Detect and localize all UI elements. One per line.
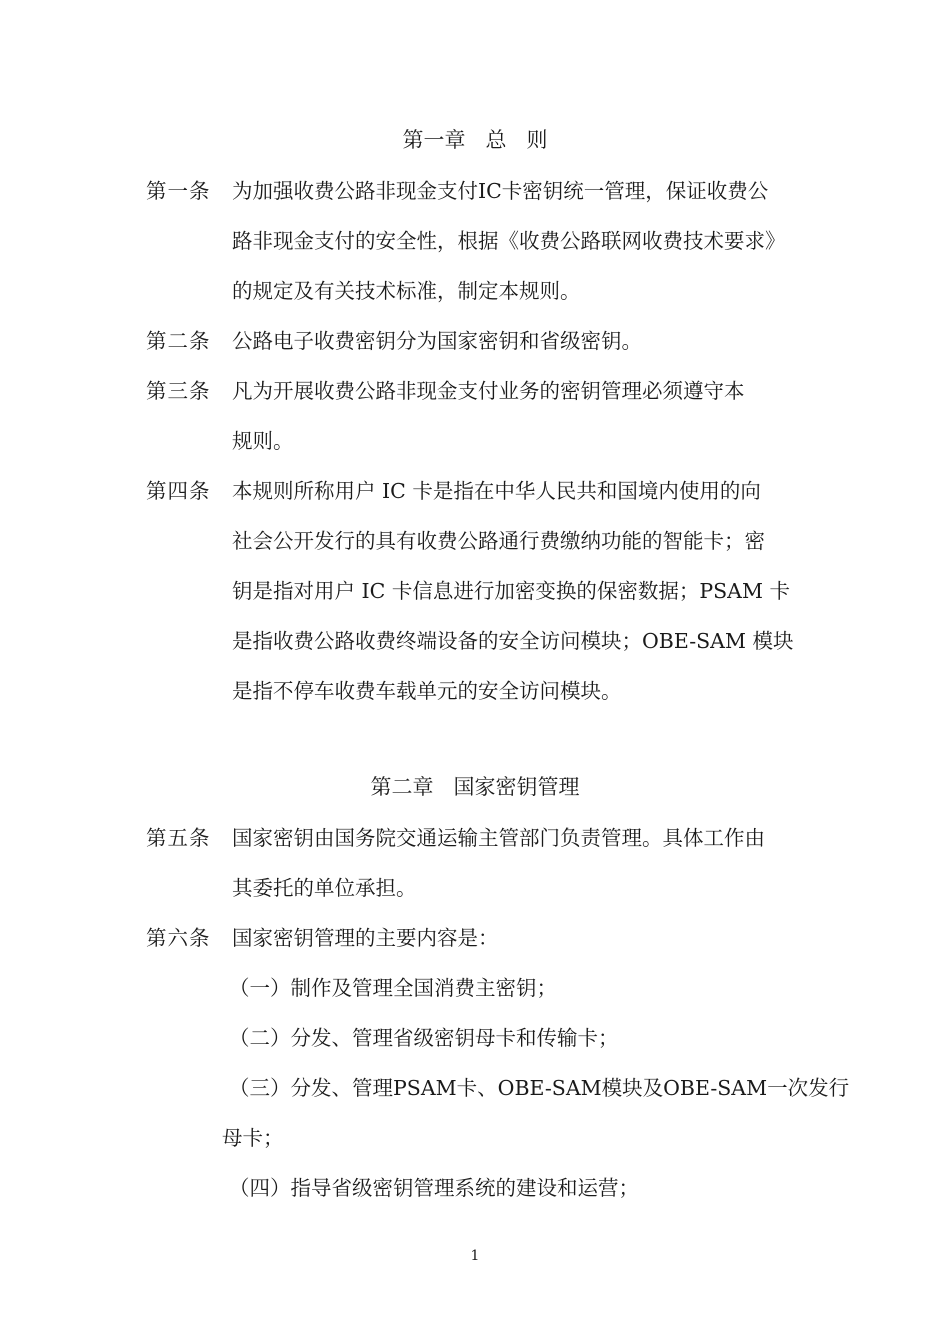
article-body [232, 326, 806, 376]
article-line: 钥是指对用户 IC 卡信息进行加密变换的保密数据；PSAM 卡 [232, 579, 790, 603]
article-line: 为加强收费公路非现金支付IC卡密钥统一管理，保证收费公 [232, 179, 769, 203]
list-item [229, 973, 819, 1023]
list-item-line: （四）指导省级密钥管理系统的建设和运营； [229, 1176, 639, 1200]
article-line: 是指收费公路收费终端设备的安全访问模块；OBE-SAM 模块 [232, 629, 794, 653]
article-line: 是指不停车收费车载单元的安全访问模块。 [232, 679, 622, 703]
list-item-line: （二）分发、管理省级密钥母卡和传输卡； [229, 1026, 619, 1050]
article-line: 国家密钥管理的主要内容是： [232, 926, 499, 950]
article-line: 公路电子收费密钥分为国家密钥和省级密钥。 [232, 329, 642, 353]
list-item-line: 母卡； [222, 1126, 284, 1150]
article-label: 第三条 [146, 379, 211, 403]
article-line: 本规则所称用户 IC 卡是指在中华人民共和国境内使用的向 [232, 479, 761, 503]
article-body [232, 476, 806, 726]
article-line: 的规定及有关技术标准，制定本规则。 [232, 279, 581, 303]
list-item [229, 1023, 819, 1073]
article-body [232, 176, 806, 326]
list-item-line: （三）分发、管理PSAM卡、OBE-SAM模块及OBE-SAM一次发行 [229, 1076, 850, 1100]
page-number: 1 [470, 1248, 480, 1264]
article-line: 规则。 [232, 429, 294, 453]
article-line: 国家密钥由国务院交通运输主管部门负责管理。具体工作由 [232, 826, 765, 850]
article-body [232, 823, 806, 923]
list-item [222, 1073, 850, 1173]
article-label: 第五条 [146, 826, 211, 850]
article-label: 第一条 [146, 179, 211, 203]
list-item-line: （一）制作及管理全国消费主密钥； [229, 976, 557, 1000]
article-body [232, 376, 806, 476]
article-label: 第六条 [146, 926, 211, 950]
article-label: 第二条 [146, 329, 211, 353]
article-label: 第四条 [146, 479, 211, 503]
article-line: 凡为开展收费公路非现金支付业务的密钥管理必须遵守本 [232, 379, 745, 403]
chapter-title: 第二章 国家密钥管理 [370, 775, 580, 799]
article-body [232, 923, 806, 973]
list-item [229, 1173, 819, 1223]
article-line: 其委托的单位承担。 [232, 876, 417, 900]
article-line: 路非现金支付的安全性，根据《收费公路联网收费技术要求》 [232, 229, 786, 253]
chapter-title: 第一章 总 则 [402, 128, 548, 152]
article-line: 社会公开发行的具有收费公路通行费缴纳功能的智能卡；密 [232, 529, 765, 553]
